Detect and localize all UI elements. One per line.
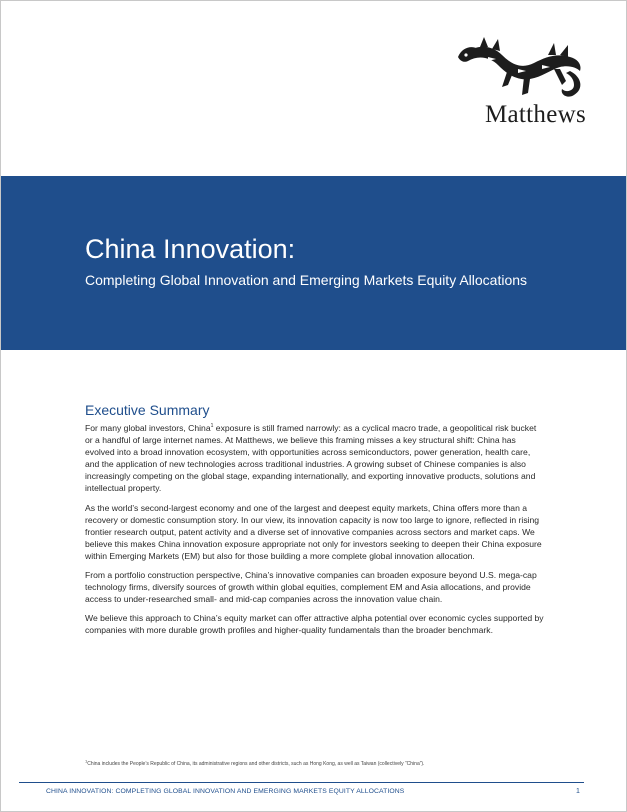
paragraph-2: As the world’s second-largest economy and one of the largest and deepest equity markets, China offers more than a recovery or domestic consumption story. In our view, its innovation capacity is now too large to ignore, reflected in rising frontier research output, patent activity and a diverse set of innovative companies across sectors and market caps. We believe this makes China innovation exposure appropriate not only for investors seeking to deepen their China exposure within Emerging Markets (EM) but also for those building a more complete global innovation allocation. — [85, 502, 542, 561]
paragraph-1-rest: exposure is still framed narrowly: as a cyclical macro trade, a geopolitical risk bucket or a handful of large internet names. At Matthews, we believe this framing misses a key structural shift: China has evolved into a broad innovation ecosystem, with opportunities across semiconductors, power generation, health care, and the application of new technologies across traditional industries. A growing subset of Chinese companies is also increasingly competing on the global stage, expanding internationally, and exporting innovative products, solutions and intellectual property. — [85, 423, 537, 494]
dragon-icon — [458, 35, 586, 103]
brand-wordmark: Matthews — [485, 101, 586, 128]
page-title: China Innovation: — [85, 234, 296, 264]
matthews-logo — [446, 35, 586, 129]
page-subtitle: Completing Global Innovation and Emerging Markets Equity Allocations — [85, 272, 528, 288]
footnote — [85, 758, 565, 767]
footer-running-title: CHINA INNOVATION: COMPLETING GLOBAL INNOVATION AND EMERGING MARKETS EQUITY ALLOCATIONS — [46, 788, 405, 795]
executive-summary — [85, 402, 545, 644]
paragraph-4: We believe this approach to China’s equity market can offer attractive alpha potential over economic cycles supported by companies with more durable growth profiles and higher-quality fundamentals than the broader benchmark. — [85, 613, 544, 636]
page-number: 1 — [576, 788, 580, 795]
paragraph-1-start: For many global investors, China — [85, 423, 211, 433]
footer-divider — [19, 782, 584, 783]
section-heading: Executive Summary — [85, 402, 210, 418]
footnote-number: 1 — [85, 758, 88, 764]
footnote-text: China includes the People’s Republic of China, its administrative regions and other districts, such as Hong Kong, as well as Taiwan (collectively “China”). — [87, 761, 425, 767]
footnote-marker: 1 — [210, 423, 214, 430]
paragraph-3: From a portfolio construction perspective, China’s innovative companies can broaden exposure beyond U.S. mega-cap technology firms, diversify sources of growth within global equities, complement EM and Asia allocations, and provide access to under-researched small- and mid-cap companies across the innovation value chain. — [85, 570, 537, 605]
paragraph-1 — [85, 422, 545, 495]
